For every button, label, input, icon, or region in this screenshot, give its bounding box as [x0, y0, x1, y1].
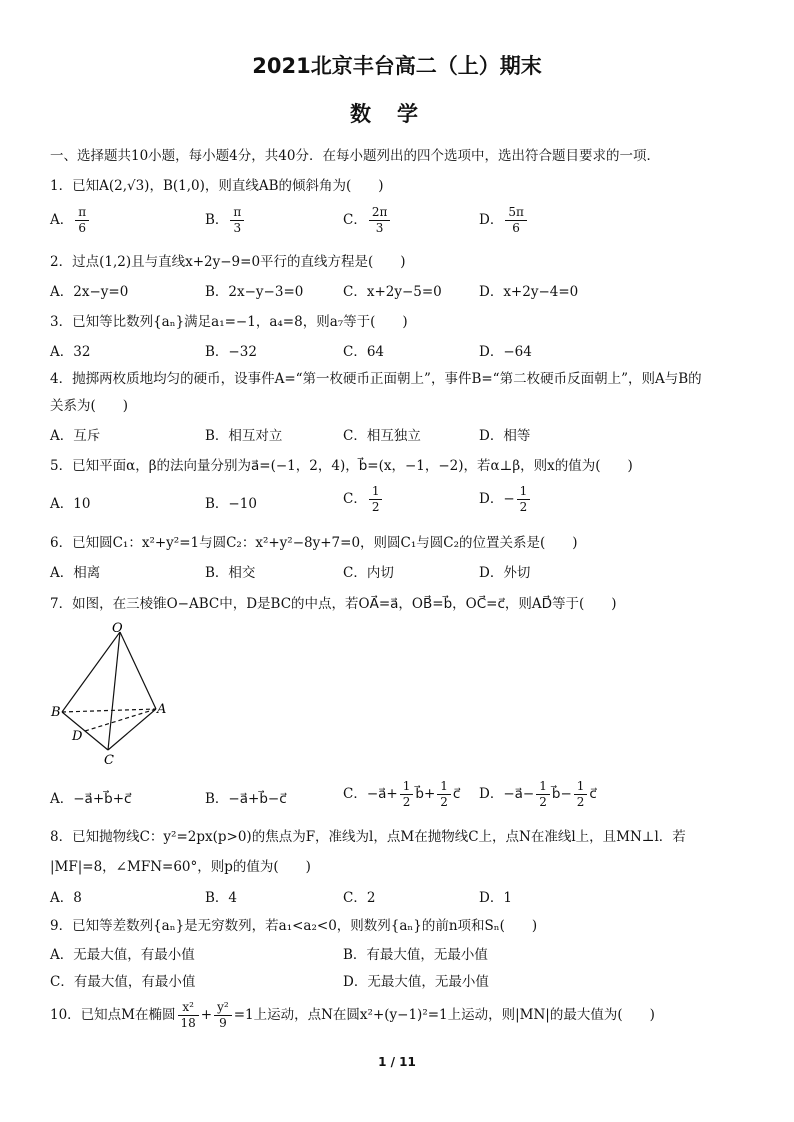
q7-option-d: D．−a⃗− $\frac{1}{2}$ b⃗− $\frac{1}{2}$ c⃗	[479, 779, 597, 809]
q4-option-c: C．相互独立	[343, 428, 421, 444]
q6-option-a: A．相离	[50, 565, 101, 581]
q7-option-c: C．−a⃗+ $\frac{1}{2}$ b⃗+ $\frac{1}{2}$ c⃗	[343, 779, 461, 809]
q3-option-c: C．64	[343, 344, 385, 360]
q2-option-d: D．x+2y−4=0	[479, 284, 579, 300]
question-5-stem: 5．已知平面α，β的法向量分别为a⃗=(−1，2，4)，b⃗=(x，−1，−2)，若α⊥β，则x的值为( )	[50, 458, 633, 474]
q3-option-a: A．32	[50, 344, 91, 360]
q4-option-a: A．互斥	[50, 428, 101, 444]
question-3-stem: 3．已知等比数列{aₙ}满足a₁=−1，a₄=8，则a₇等于( )	[50, 314, 408, 330]
label-d: D	[72, 729, 83, 744]
question-4-stem-line1: 4．抛掷两枚质地均匀的硬币，设事件A=“第一枚硬币正面朝上”，事件B=“第二枚硬币反面朝上”，则A与B的	[50, 371, 702, 387]
q6-option-c: C．内切	[343, 565, 394, 581]
page-title: 2021北京丰台高二（上）期末	[252, 54, 542, 78]
question-8-stem-line2: |MF|=8，∠MFN=60°，则p的值为( )	[50, 859, 311, 875]
q3-option-b: B．−32	[205, 344, 257, 360]
q5-option-b: B．−10	[205, 496, 257, 512]
q4-option-b: B．相互对立	[205, 428, 283, 444]
edge-ad-dashed	[85, 709, 156, 731]
q1-option-c: C． $\frac{2\pi}{3}$	[343, 205, 392, 236]
question-7-stem: 7．如图，在三棱锥O−ABC中，D是BC的中点，若OA⃗=a⃗，OB⃗=b⃗，OC⃗=c⃗，则AD⃗等于( )	[50, 596, 617, 612]
edge-oa	[120, 632, 156, 709]
q4-option-d: D．相等	[479, 428, 531, 444]
label-b: B	[51, 705, 61, 720]
question-8-stem-line1: 8．已知抛物线C：y²=2px(p>0)的焦点为F，准线为l，点M在抛物线C上，点N在准线l上，且MN⊥l．若	[50, 829, 686, 845]
q1-option-b: B． $\frac{\pi}{3}$	[205, 205, 246, 236]
q7-option-b: B．−a⃗+b⃗−c⃗	[205, 791, 287, 807]
q6-option-b: B．相交	[205, 565, 256, 581]
q6-option-d: D．外切	[479, 565, 531, 581]
q8-option-b: B．4	[205, 890, 238, 906]
subject-heading: 数学	[350, 102, 444, 126]
q9-option-c: C．有最大值，有最小值	[50, 974, 196, 990]
label-c: C	[104, 753, 114, 768]
edge-ab-dashed	[62, 709, 156, 712]
q5-option-d: D．− $\frac{1}{2}$	[479, 484, 532, 515]
q3-option-d: D．−64	[479, 344, 532, 360]
label-o: O	[112, 621, 123, 636]
q1-option-d: D． $\frac{5\pi}{6}$	[479, 205, 529, 236]
q1-option-a: A． $\frac{\pi}{6}$	[50, 205, 91, 236]
section-instructions: 一、选择题共10小题，每小题4分，共40分．在每小题列出的四个选项中，选出符合题目要求的一项．	[50, 148, 660, 164]
label-a: A	[157, 702, 167, 717]
question-2-stem: 2．过点(1,2)且与直线x+2y−9=0平行的直线方程是( )	[50, 254, 406, 270]
edge-oc	[108, 632, 120, 750]
question-6-stem: 6．已知圆C₁：x²+y²=1与圆C₂：x²+y²−8y+7=0，则圆C₁与圆C₂的位置关系是( )	[50, 535, 578, 551]
q2-option-c: C．x+2y−5=0	[343, 284, 442, 300]
question-1-stem: 1．已知A(2,√3)，B(1,0)，则直线AB的倾斜角为( )	[50, 178, 384, 194]
q8-option-a: A．8	[50, 890, 82, 906]
tetrahedron-figure	[48, 620, 188, 770]
q9-option-b: B．有最大值，无最小值	[343, 947, 488, 963]
q5-option-c: C． $\frac{1}{2}$	[343, 484, 384, 515]
question-4-stem-line2: 关系为( )	[50, 398, 129, 414]
question-10-stem: 10．已知点M在椭圆 $\frac{\text{x²}}{18}$ + $\frac{\text{y²}}{9}$ =1上运动，点N在圆x²+(y−1)²=1上运动，则|MN|的最大值为( )	[50, 1000, 655, 1030]
q9-option-d: D．无最大值，无最小值	[343, 974, 489, 990]
page-number: 1 / 11	[378, 1055, 416, 1069]
q7-option-a: A．−a⃗+b⃗+c⃗	[50, 791, 132, 807]
q9-option-a: A．无最大值，有最小值	[50, 947, 195, 963]
question-9-stem: 9．已知等差数列{aₙ}是无穷数列，若a₁<a₂<0，则数列{aₙ}的前n项和Sₙ( )	[50, 918, 538, 934]
q8-option-c: C．2	[343, 890, 376, 906]
q2-option-a: A．2x−y=0	[50, 284, 129, 300]
q5-option-a: A．10	[50, 496, 91, 512]
q2-option-b: B．2x−y−3=0	[205, 284, 304, 300]
edge-ob	[62, 632, 120, 712]
q8-option-d: D．1	[479, 890, 512, 906]
edge-ac	[108, 709, 156, 750]
